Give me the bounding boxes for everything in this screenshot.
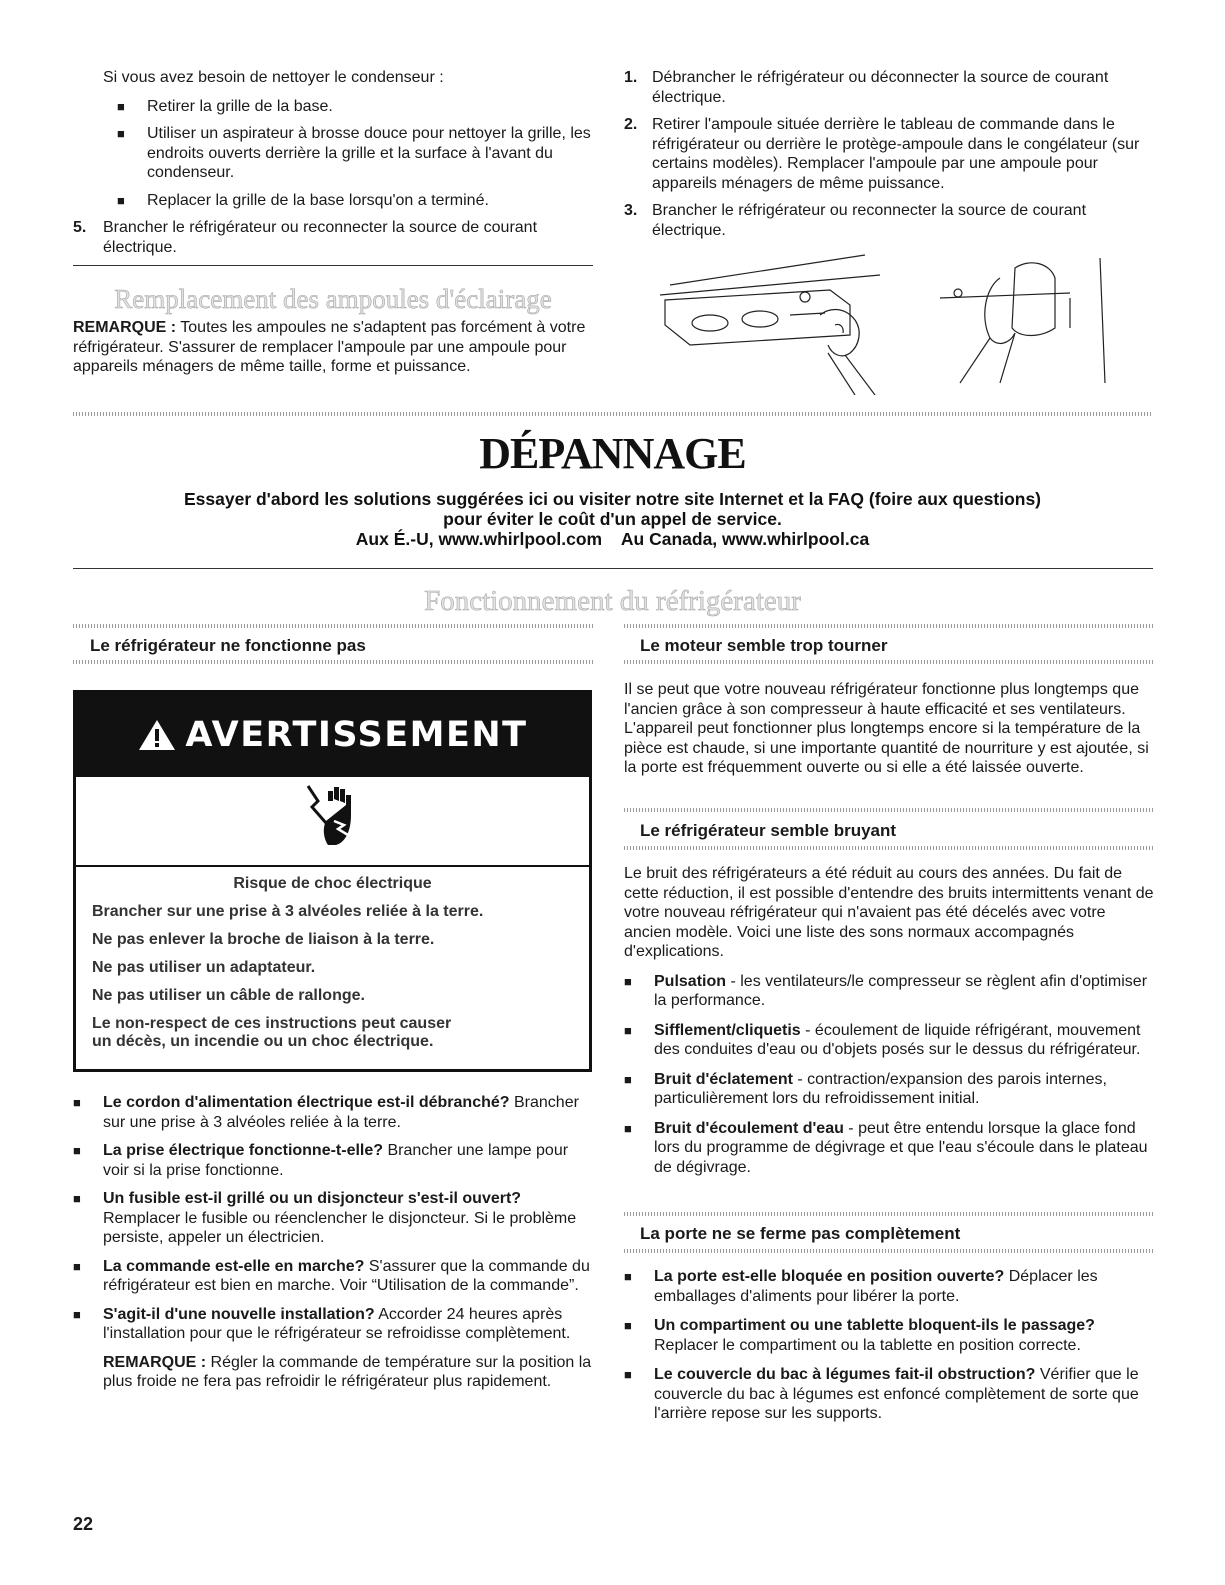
bulb-illustration-freezer-shield bbox=[920, 248, 1110, 388]
item-answer: Brancher une lampe pour voir si la prise fonctionne. bbox=[103, 1142, 569, 1179]
warning-line: Brancher sur une prise à 3 alvéoles reliée à la terre. bbox=[92, 903, 484, 920]
condenser-intro: Si vous avez besoin de nettoyer le condenseur : bbox=[103, 69, 444, 86]
subheading-rule-top bbox=[624, 1212, 1154, 1216]
sound-desc: - contraction/expansion des parois internes, particulièrement lors du refroidissement initial. bbox=[654, 1070, 1107, 1107]
step-number: 2. bbox=[624, 116, 638, 133]
item-answer: Brancher sur une prise à 3 alvéoles reliée à la terre. bbox=[103, 1094, 579, 1131]
troubleshooting-intro bbox=[0, 489, 1225, 549]
bulb-step-2 bbox=[624, 115, 1154, 193]
noisy-text: Le bruit des réfrigérateurs a été réduit au cours des années. Du fait de cette réduction, il est possible d'entendre des bruits intermittents venant de votre nouveau réfrigérateur qui n'avaient pas été décelés avec votre ancien modèle. Voici une liste des sons normaux accompagnés d'explications. bbox=[624, 865, 1154, 960]
warning-line: Ne pas utiliser un adaptateur. bbox=[92, 959, 316, 976]
item-answer: Vérifier que le couvercle du bac à légumes est enfoncé complètement de sorte que l'arrière repose sur les supports. bbox=[654, 1366, 1139, 1422]
warning-line: Ne pas enlever la broche de liaison à la terre. bbox=[92, 931, 435, 948]
step-text: Brancher le réfrigérateur ou reconnecter la source de courant électrique. bbox=[652, 202, 1087, 239]
list-item bbox=[624, 1267, 1154, 1306]
page-divider-hatched bbox=[73, 412, 1153, 416]
warning-consequence-2: un décès, un incendie ou un choc électrique. bbox=[92, 1033, 434, 1050]
section-heading: Fonctionnement du réfrigérateur bbox=[424, 585, 801, 617]
subheading-rule-bottom bbox=[624, 846, 1154, 850]
warning-risk: Risque de choc électrique bbox=[233, 875, 432, 892]
warning-messages bbox=[76, 867, 589, 1051]
step-text: Retirer l'ampoule située derrière le tableau de commande dans le réfrigérateur ou derrière le protège-ampoule dans le congélateur (sur certains modèles). Remplacer l'ampoule par une ampoule pour appareils ménagers de même puissance. bbox=[652, 116, 1140, 192]
sound-term: Bruit d'écoulement d'eau bbox=[654, 1119, 844, 1137]
subheading-rule-bottom bbox=[624, 660, 1154, 664]
list-item: ■ Retirer la grille de la base. bbox=[117, 97, 593, 117]
list-item bbox=[624, 1365, 1154, 1424]
list-item bbox=[73, 1189, 593, 1248]
noisy-section bbox=[624, 864, 1154, 1185]
sound-desc: - les ventilateurs/le compresseur se règlent afin d'optimiser la performance. bbox=[654, 972, 1148, 1009]
item-question: Un compartiment ou une tablette bloquent-ils le passage? bbox=[654, 1317, 1095, 1334]
step-number: 1. bbox=[624, 69, 638, 86]
list-item bbox=[73, 1257, 593, 1296]
item-question: Un fusible est-il grillé ou un disjoncteur s'est-il ouvert? bbox=[103, 1190, 522, 1207]
note-label: REMARQUE : bbox=[73, 319, 177, 336]
item-answer: Accorder 24 heures après l'installation pour que le réfrigérateur se refroidisse complètement. bbox=[103, 1305, 571, 1342]
note-text: Régler la commande de température sur la position la plus froide ne fera pas refroidir le réfrigérateur plus rapidement. bbox=[103, 1353, 592, 1390]
sound-term: Sifflement/cliquetis bbox=[654, 1021, 801, 1039]
sound-term: Pulsation bbox=[654, 972, 727, 990]
list-item bbox=[624, 1316, 1154, 1355]
step-text: Débrancher le réfrigérateur ou déconnecter la source de courant électrique. bbox=[652, 69, 1109, 106]
intro-line-3: Aux É.-U, www.whirlpool.com Au Canada, www.whirlpool.ca bbox=[355, 529, 870, 549]
condenser-step-5 bbox=[73, 218, 593, 257]
list-item bbox=[624, 1021, 1154, 1060]
not-working-list bbox=[73, 1093, 593, 1392]
list-item: ■ Utiliser un aspirateur à brosse douce pour nettoyer la grille, les endroits ouverts derrière la grille et la surface à l'avant du condenseur. bbox=[117, 124, 593, 183]
bulbs-note bbox=[73, 318, 593, 377]
bulbs-heading: Remplacement des ampoules d'éclairage bbox=[114, 284, 552, 314]
noisy-heading: Le réfrigérateur semble bruyant bbox=[640, 821, 897, 840]
intro-line-2: pour éviter le coût d'un appel de service. bbox=[443, 509, 782, 529]
divider bbox=[73, 568, 1153, 569]
list-item bbox=[624, 1119, 1154, 1178]
warning-pictogram-area bbox=[76, 777, 589, 867]
bulb-step-1 bbox=[624, 68, 1154, 107]
step-text: Brancher le réfrigérateur ou reconnecter la source de courant électrique. bbox=[103, 219, 538, 256]
sound-term: Bruit d'éclatement bbox=[654, 1070, 793, 1088]
warning-header bbox=[76, 693, 589, 777]
item-answer: S'assurer que la commande du réfrigérateur est bien en marche. Voir “Utilisation de la commande”. bbox=[103, 1257, 590, 1294]
item-question: La porte est-elle bloquée en position ouverte? bbox=[654, 1268, 1005, 1285]
item-answer: Déplacer les emballages d'aliments pour libérer la porte. bbox=[654, 1268, 1098, 1305]
not-working-heading: Le réfrigérateur ne fonctionne pas bbox=[90, 636, 366, 655]
list-item bbox=[73, 1141, 593, 1180]
step-number: 5. bbox=[73, 219, 87, 236]
list-item bbox=[624, 1070, 1154, 1109]
condenser-section bbox=[73, 68, 593, 265]
motor-heading: Le moteur semble trop tourner bbox=[640, 636, 888, 655]
note-label: REMARQUE : bbox=[103, 1353, 207, 1371]
warning-line: Ne pas utiliser un câble de rallonge. bbox=[92, 987, 365, 1004]
condenser-bullets bbox=[117, 97, 593, 211]
list-item: ■ Replacer la grille de la base lorsqu'on a terminé. bbox=[117, 191, 593, 211]
item-question: La commande est-elle en marche? bbox=[103, 1257, 365, 1275]
warning-triangle-icon bbox=[137, 718, 177, 752]
page-title: DÉPANNAGE bbox=[479, 429, 746, 478]
door-heading: La porte ne se ferme pas complètement bbox=[640, 1224, 961, 1243]
bulb-illustration-control-panel bbox=[650, 245, 910, 395]
page-number: 22 bbox=[73, 1514, 94, 1534]
step-number: 3. bbox=[624, 202, 638, 219]
motor-text: Il se peut que votre nouveau réfrigérateur fonctionne plus longtemps que l'ancien grâce à son compresseur à haute efficacité et ses ventilateurs. L'appareil peut fonctionner plus longtemps encore si la température de la pièce est chaude, si une importante quantité de nourriture y est ajoutée, si la porte est fréquemment ouverte ou si elle a été laissée ouverte. bbox=[624, 681, 1149, 776]
item-question: La prise électrique fonctionne-t-elle? bbox=[103, 1142, 384, 1159]
subheading-rule-top bbox=[73, 624, 593, 628]
note-text: Toutes les ampoules ne s'adaptent pas forcément à votre réfrigérateur. S'assurer de remplacer l'ampoule par une ampoule pour appareils ménagers de même taille, forme et puissance. bbox=[73, 319, 586, 375]
warning-box bbox=[73, 690, 592, 1072]
sound-desc: - écoulement de liquide réfrigérant, mouvement des conduites d'eau ou d'objets posés sur le dessus du réfrigérateur. bbox=[654, 1021, 1141, 1058]
item-answer: Remplacer le fusible ou réenclencher le disjoncteur. Si le problème persiste, appeler un électricien. bbox=[103, 1209, 577, 1246]
sound-desc: - peut être entendu lorsque la glace fond lors du programme de dégivrage et que l'eau s'écoule dans le plateau de dégivrage. bbox=[654, 1119, 1148, 1176]
item-question: S'agit-il d'une nouvelle installation? bbox=[103, 1305, 375, 1323]
not-working-note bbox=[73, 1353, 593, 1392]
divider bbox=[73, 265, 593, 266]
bulb-step-3 bbox=[624, 201, 1154, 240]
subheading-rule-bottom bbox=[624, 1249, 1154, 1253]
bulbs-steps bbox=[624, 68, 1154, 248]
list-item bbox=[73, 1093, 593, 1132]
item-question: Le cordon d'alimentation électrique est-il débranché? bbox=[103, 1094, 510, 1111]
intro-line-1: Essayer d'abord les solutions suggérées ici ou visiter notre site Internet et la FAQ (foire aux questions) bbox=[183, 489, 1042, 509]
item-answer: Replacer le compartiment ou la tablette en position correcte. bbox=[654, 1336, 1081, 1354]
subheading-rule-top bbox=[624, 808, 1154, 812]
warning-consequence-1: Le non-respect de ces instructions peut causer bbox=[92, 1015, 452, 1032]
subheading-rule-top bbox=[624, 624, 1154, 628]
subheading-rule-bottom bbox=[73, 660, 593, 664]
electric-shock-icon bbox=[298, 781, 368, 861]
door-list bbox=[624, 1267, 1154, 1432]
list-item bbox=[73, 1305, 593, 1344]
warning-title: AVERTISSEMENT bbox=[185, 715, 528, 755]
item-question: Le couvercle du bac à légumes fait-il obstruction? bbox=[654, 1366, 1036, 1383]
list-item bbox=[624, 972, 1154, 1011]
